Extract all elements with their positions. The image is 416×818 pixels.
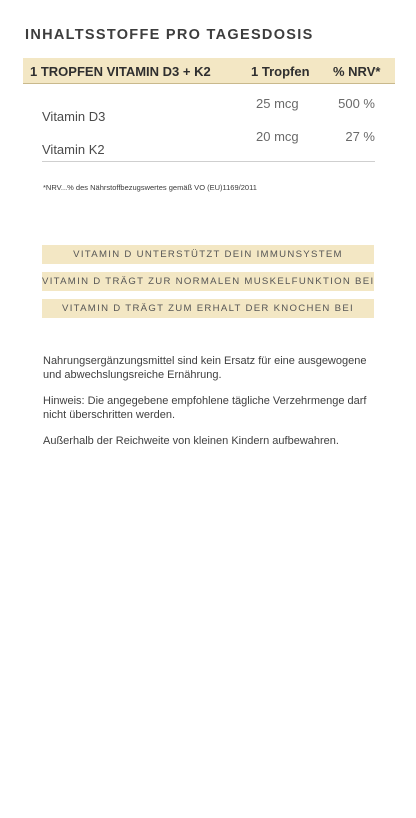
ingredient-nrv: 27 %	[345, 129, 375, 144]
table-row	[23, 96, 375, 130]
nrv-footnote: *NRV...% des Nährstoffbezugswertes gemäß VO (EU)1169/2011	[43, 183, 257, 192]
notes	[43, 355, 378, 462]
section-title: INHALTSSTOFFE PRO TAGESDOSIS	[25, 27, 314, 43]
ingredient-nrv: 500 %	[338, 96, 375, 111]
health-claim: VITAMIN D UNTERSTÜTZT DEIN IMMUNSYSTEM	[42, 245, 374, 264]
note-paragraph: Nahrungsergänzungsmittel sind kein Ersatz für eine ausgewogene und abwechslungsreiche Ernährung.	[43, 355, 367, 381]
ingredient-name: Vitamin D3	[42, 109, 106, 124]
ingredient-amount: 20 mcg	[256, 129, 299, 144]
header-ingredient: 1 TROPFEN VITAMIN D3 + K2	[30, 64, 211, 79]
ingredient-amount: 25 mcg	[256, 96, 299, 111]
nutrition-table-header	[23, 58, 395, 84]
table-divider	[42, 161, 375, 162]
note-paragraph: Hinweis: Die angegebene empfohlene tägliche Verzehrmenge darf nicht überschritten werden.	[43, 395, 367, 421]
header-amount: 1 Tropfen	[251, 64, 310, 79]
header-nrv: % NRV*	[333, 64, 381, 79]
health-claim: VITAMIN D TRÄGT ZUR NORMALEN MUSKELFUNKTION BEI	[42, 272, 374, 291]
health-claim: VITAMIN D TRÄGT ZUM ERHALT DER KNOCHEN BEI	[42, 299, 374, 318]
table-row	[23, 129, 375, 163]
note-paragraph: Außerhalb der Reichweite von kleinen Kindern aufbewahren.	[43, 435, 339, 447]
ingredient-name: Vitamin K2	[42, 142, 105, 157]
